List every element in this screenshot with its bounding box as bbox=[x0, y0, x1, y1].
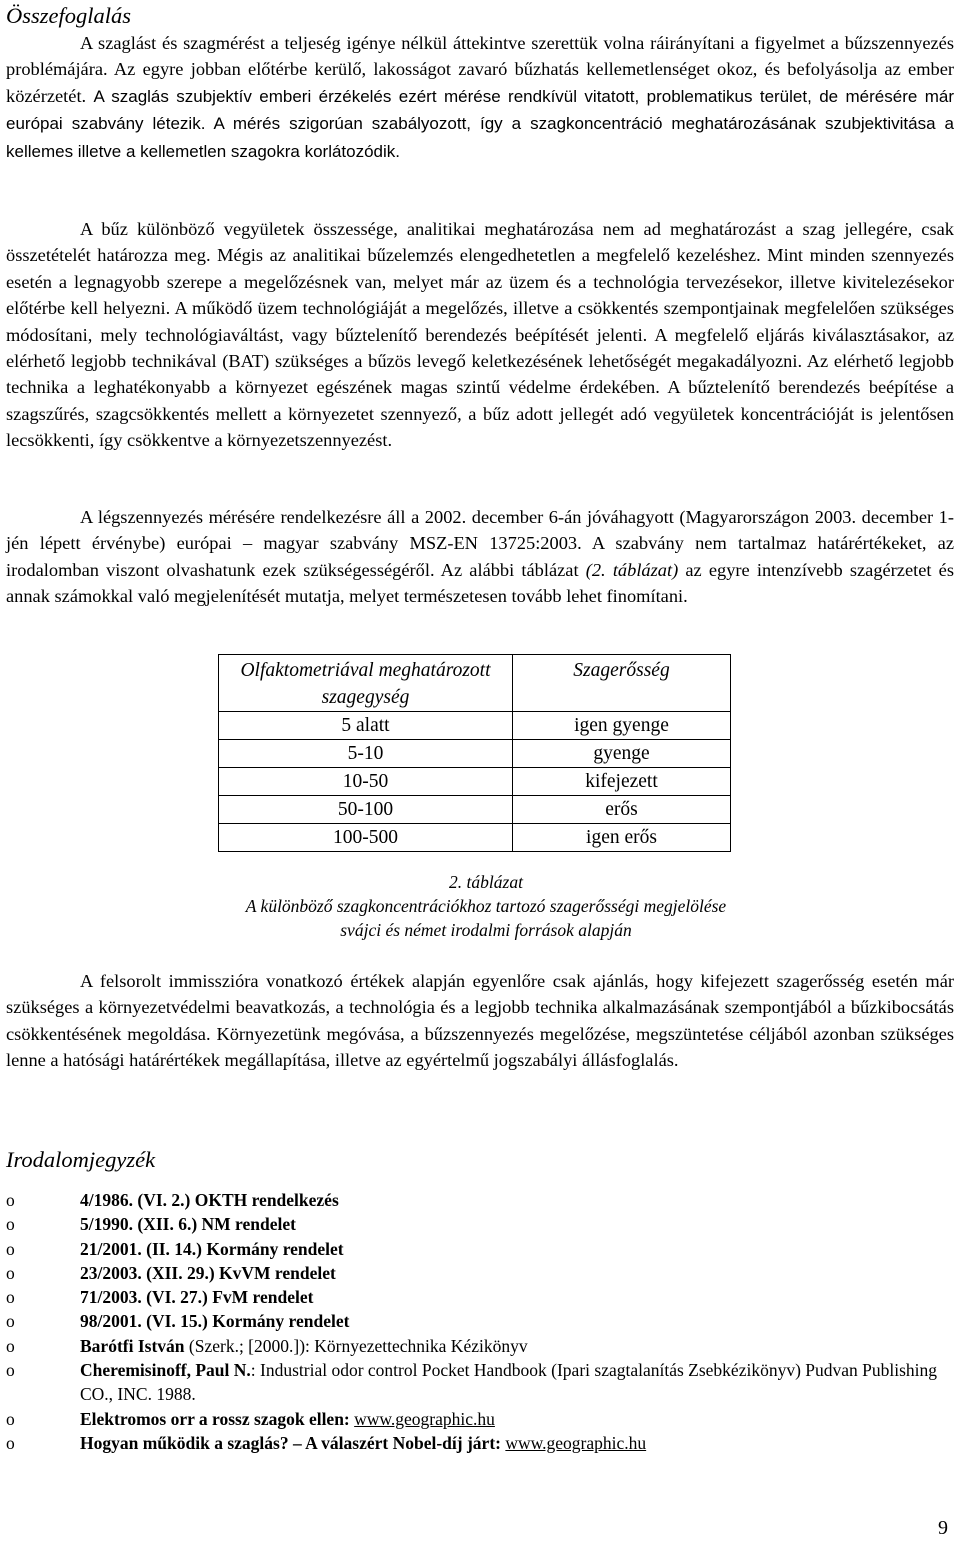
table-caption-line-2: svájci és német irodalmi források alapján bbox=[340, 920, 632, 940]
table-row bbox=[219, 740, 731, 768]
header-odor-unit: Olfaktometriával meghatározott szagegység bbox=[219, 655, 513, 712]
cell-strength: igen erős bbox=[513, 824, 731, 852]
bullet-icon: o bbox=[6, 1238, 15, 1259]
list-item bbox=[6, 1334, 956, 1358]
reference-link[interactable]: www.geographic.hu bbox=[505, 1432, 647, 1453]
list-item bbox=[6, 1188, 956, 1212]
table-row bbox=[219, 768, 731, 796]
summary-heading: Összefoglalás bbox=[6, 3, 132, 28]
reference-title: Elektromos orr a rossz szagok ellen: bbox=[80, 1408, 350, 1429]
list-item bbox=[6, 1407, 956, 1431]
bullet-icon: o bbox=[6, 1360, 15, 1381]
list-item bbox=[6, 1212, 956, 1236]
table-row bbox=[219, 712, 731, 740]
bullet-icon: o bbox=[6, 1335, 15, 1356]
reference-link[interactable]: www.geographic.hu bbox=[354, 1408, 495, 1429]
odor-intensity-table bbox=[218, 654, 731, 852]
cell-unit: 50-100 bbox=[219, 796, 513, 824]
summary-text-p2: A bűz különböző vegyületek összessége, analitikai meghatározása nem ad meghatározást a szag jellegére, csak összetételét határozza meg. Mégis az analitikai bűzelemzés elengedhetetlen a megfelelő kezeléshez. Mint minden szennyezés esetén a legnagyobb szerepe a megelőzésnek van, melyet már az üzem és a technológia tervezésekor, illetve kivitelezésekor előtérbe kell helyezni. A működő üzem technológiáját a megelőzés, illetve a csökkentés szempontjainak megfelelően szükséges módosítani, mely technológiaváltást, vagy bűztelenítő berendezés beépítését jelenti. A megfelelő eljárás kiválasztásakor, az elérhető legjobb technikával (BAT) szükséges a bűzös levegő keletkezésének lehetőségét megakadályozni. Az elérhető legjobb technika a leghatékonyabb a környezet egészének magas szintű védelme érdekében. A bűztelenítő berendezés beépítése a szagszűrés, szagcsökkentés mellett a környezetet szennyező, a bűz adott jellegét adó vegyületek koncentrációját is jelentősen lecsökkenti, így csökkentve a környezetszennyezést. bbox=[6, 219, 954, 451]
cell-unit: 10-50 bbox=[219, 768, 513, 796]
cell-unit: 5-10 bbox=[219, 740, 513, 768]
cell-unit: 5 alatt bbox=[219, 712, 513, 740]
header-odor-strength: Szagerősség bbox=[513, 655, 731, 712]
summary-paragraph-3 bbox=[6, 504, 954, 610]
table-reference: (2. táblázat) bbox=[585, 559, 679, 580]
summary-text-a: A szaglást és szagmérést a teljeség igénye nélkül áttekintve szerettük volna ráirányítani a figyelmet a bűzszennyezés problémájára. Az egyre jobban előtérbe kerülő, lakosságot zavaró bűzhatás kellemetlenséget okoz, és befolyásolja az ember közérzetét. bbox=[6, 33, 954, 106]
list-item bbox=[6, 1358, 956, 1407]
table-header-row bbox=[219, 655, 731, 712]
table-row bbox=[219, 796, 731, 824]
reference-details: (Szerk.; [2000.]): Környezettechnika Kézikönyv bbox=[184, 1335, 528, 1356]
reference-author: Cheremisinoff, Paul N. bbox=[80, 1360, 251, 1381]
table-caption-number: 2. táblázat bbox=[449, 872, 523, 892]
bullet-icon: o bbox=[6, 1287, 15, 1308]
reference-title: 21/2001. (II. 14.) Kormány rendelet bbox=[80, 1238, 344, 1259]
bullet-icon: o bbox=[6, 1311, 15, 1332]
cell-strength: igen gyenge bbox=[513, 712, 731, 740]
reference-details: : Industrial odor control Pocket Handbook (Ipari szagtalanítás Zsebkézikönyv) Pudvan Publishing CO., INC. 1988. bbox=[80, 1360, 938, 1405]
cell-strength: kifejezett bbox=[513, 768, 731, 796]
list-item bbox=[6, 1431, 956, 1455]
references-heading: Irodalomjegyzék bbox=[6, 1147, 156, 1172]
reference-title: 98/2001. (VI. 15.) Kormány rendelet bbox=[80, 1311, 350, 1332]
cell-unit: 100-500 bbox=[219, 824, 513, 852]
list-item bbox=[6, 1309, 956, 1333]
bullet-icon: o bbox=[6, 1214, 15, 1235]
conclusion-paragraph bbox=[6, 968, 954, 1074]
reference-title: 5/1990. (XII. 6.) NM rendelet bbox=[80, 1214, 296, 1235]
summary-text-p3b: az egyre intenzívebb szagérzetet és annak számokkal való megjelenítését mutatja, melyet természetesen tovább lehet finomítani. bbox=[6, 559, 954, 607]
summary-paragraph-1 bbox=[6, 30, 954, 165]
table-row bbox=[219, 824, 731, 852]
summary-text-p3a: A légszennyezés mérésére rendelkezésre áll a 2002. december 6-án jóváhagyott (Magyarországon 2003. december 1-jén lépett érvénybe) európai – magyar szabvány MSZ-EN 13725:2003. A szabvány nem tartalmaz határértékeket, az irodalomban viszont olvashatunk ezek szükségességéről. Az alábbi táblázat bbox=[6, 507, 954, 580]
summary-text-b: A szaglás szubjektív emberi érzékelés ezért mérése rendkívül vitatott, problematikus terület, de mérésére már európai szabvány létezik. A mérés szigorúan szabályozott, így a szagkoncentráció meghatározásának szubjektivitása a kellemes illetve a kellemetlen szagokra korlátozódik. bbox=[6, 86, 954, 161]
page-number: 9 bbox=[938, 1517, 948, 1539]
bullet-icon: o bbox=[6, 1190, 15, 1210]
bullet-icon: o bbox=[6, 1432, 15, 1453]
reference-title: 23/2003. (XII. 29.) KvVM rendelet bbox=[80, 1262, 336, 1283]
reference-author: Barótfi István bbox=[80, 1335, 185, 1356]
conclusion-text: A felsorolt immisszióra vonatkozó értékek alapján egyenlőre csak ajánlás, hogy kifejezett szagerősség esetén már szükséges a környezetvédelmi beavatkozás, a technológia és a legjobb technika alkalmazásának szempontjából a bűzkibocsátás csökkentésének megoldása. Környezetünk megóvása, a bűzszennyezés megelőzése, megszüntetése céljából azonban szükséges lenne a hatósági határértékek megállapítása, illetve az egyértelmű jogszabályi állásfoglalás. bbox=[6, 971, 954, 1071]
table-caption-line-1: A különböző szagkoncentrációkhoz tartozó szagerősségi megjelölése bbox=[245, 896, 727, 916]
cell-strength: gyenge bbox=[513, 740, 731, 768]
list-item bbox=[6, 1237, 956, 1261]
bullet-icon: o bbox=[6, 1262, 15, 1283]
references-list bbox=[6, 1188, 956, 1455]
list-item bbox=[6, 1261, 956, 1285]
reference-title: Hogyan működik a szaglás? – A válaszért Nobel-díj járt: bbox=[80, 1432, 501, 1453]
reference-title: 71/2003. (VI. 27.) FvM rendelet bbox=[80, 1287, 314, 1308]
reference-title: 4/1986. (VI. 2.) OKTH rendelkezés bbox=[80, 1190, 339, 1210]
list-item bbox=[6, 1285, 956, 1309]
bullet-icon: o bbox=[6, 1408, 15, 1429]
summary-paragraph-2 bbox=[6, 216, 954, 454]
cell-strength: erős bbox=[513, 796, 731, 824]
